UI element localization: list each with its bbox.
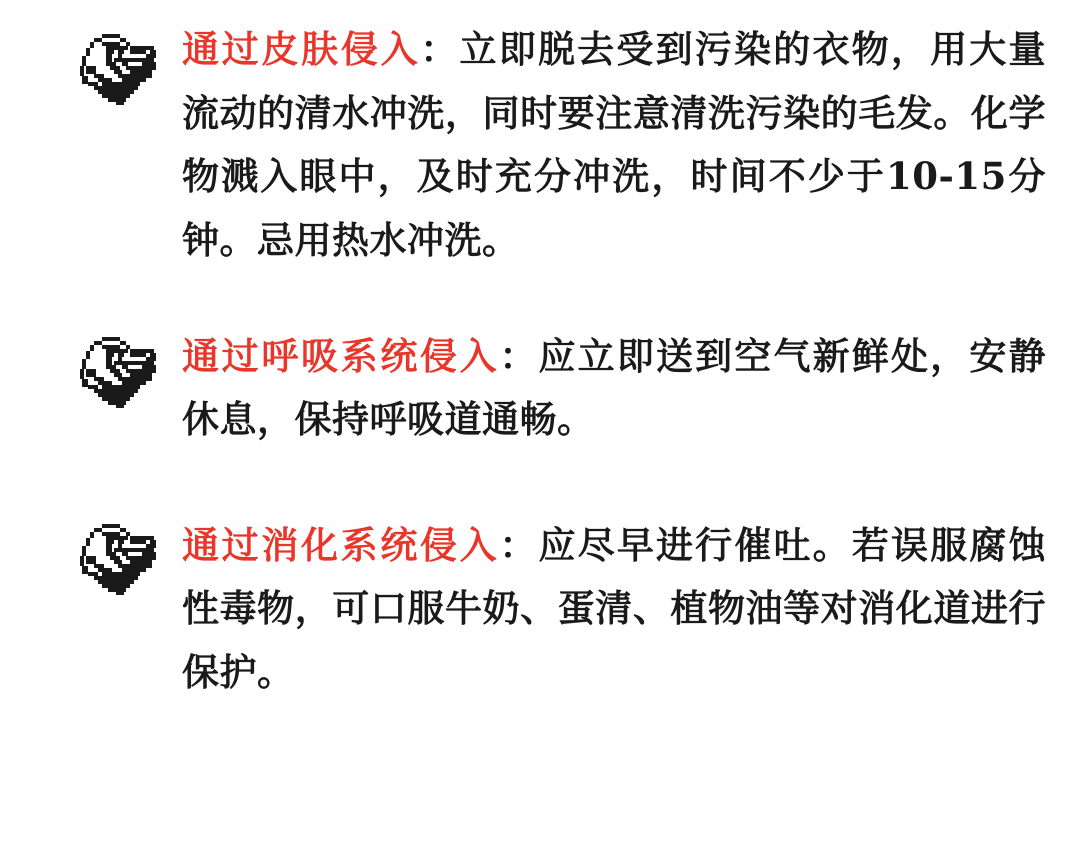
pointing-hand-icon <box>72 325 182 409</box>
section-lead-respiratory: 通过呼吸系统侵入 <box>182 333 500 378</box>
section-text-skin <box>182 18 1080 273</box>
section-colon-skin: ： <box>420 27 460 71</box>
list-item-respiratory <box>0 273 1080 452</box>
section-text-respiratory <box>182 325 1080 452</box>
section-colon-respiratory: ： <box>499 333 539 378</box>
pointing-hand-icon <box>72 514 182 596</box>
list-item-digestive <box>0 452 1080 705</box>
section-text-digestive <box>182 514 1080 705</box>
section-body-respiratory: 应立即送到空气新鲜处，安静休息，保持呼吸道通畅。 <box>182 333 1047 442</box>
section-body-digestive: 应尽早进行催吐。若误服腐蚀性毒物，可口服牛奶、蛋清、植物油等对消化道进行保护。 <box>182 522 1047 694</box>
section-lead-skin: 通过皮肤侵入 <box>182 27 421 71</box>
section-colon-digestive: ： <box>499 522 539 567</box>
section-lead-digestive: 通过消化系统侵入 <box>182 522 500 567</box>
section-body-skin: 立即脱去受到污染的衣物，用大量流动的清水冲洗，同时要注意清洗污染的毛发。化学物溅入眼中，及时充分冲洗，时间不少于10-15分钟。忌用热水冲洗。 <box>182 27 1047 262</box>
list-item-skin <box>0 0 1080 273</box>
pointing-hand-icon <box>72 18 182 106</box>
